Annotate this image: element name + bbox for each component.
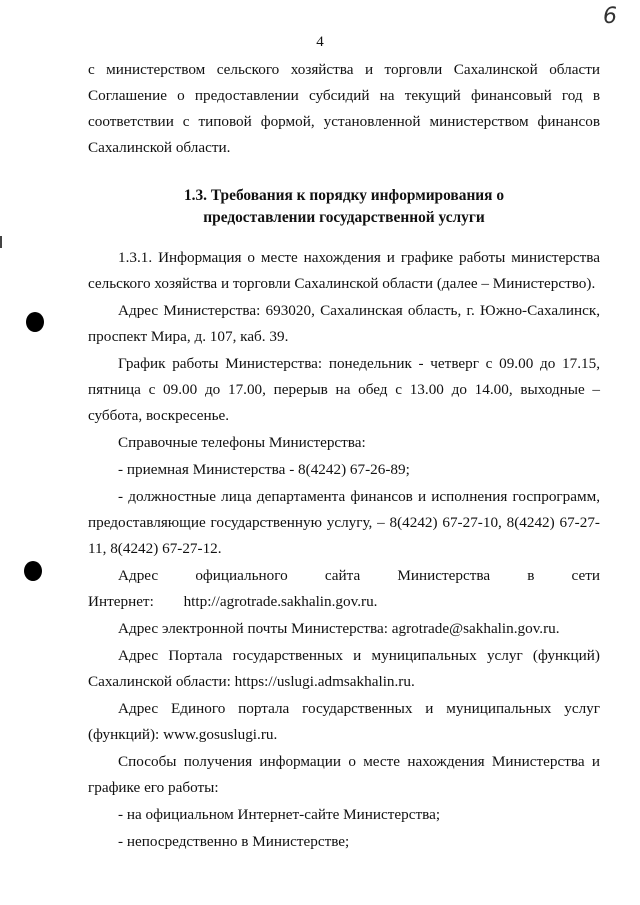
punch-hole: [26, 312, 44, 332]
ministry-address: Адрес Министерства: 693020, Сахалинская область, г. Южно-Сахалинск, проспект Мира, д. 107, каб. 39.: [88, 302, 600, 345]
method-in-person: - непосредственно в Министерстве;: [118, 833, 350, 850]
section-heading: [88, 185, 600, 229]
document-body: [88, 57, 600, 856]
federal-portal-address: Адрес Единого портала государственных и муниципальных услуг (функций): www.gosuslugi.ru.: [88, 700, 600, 743]
section-heading-line-1: 1.3. Требования к порядку информирования о: [183, 187, 505, 204]
punch-hole: [24, 561, 42, 581]
reception-phone: - приемная Министерства - 8(4242) 67-26-89;: [118, 461, 410, 478]
section-heading-line-2: предоставлении государственной услуги: [203, 209, 485, 226]
work-schedule: График работы Министерства: понедельник - четверг с 09.00 до 17.15, пятница с 09.00 до 17.00, перерыв на обед с 13.00 до 14.00, выходные – суббота, воскресенье.: [88, 355, 600, 424]
scan-edge-mark: [0, 236, 2, 248]
intro-paragraph: с министерством сельского хозяйства и торговли Сахалинской области Соглашение о предоставлении субсидий на текущий финансовый год в соответствии с типовой формой, установленной министерством финансов Сахалинской области.: [88, 61, 600, 156]
officials-phones: - должностные лица департамента финансов и исполнения госпрограмм, предоставляющие государственную услугу, – 8(4242) 67-27-10, 8(4242) 67-27-11, 8(4242) 67-27-12.: [88, 488, 600, 557]
method-website: - на официальном Интернет-сайте Министерства;: [118, 806, 441, 823]
email-address: Адрес электронной почты Министерства: agrotrade@sakhalin.gov.ru.: [118, 620, 560, 637]
phones-heading: Справочные телефоны Министерства:: [118, 434, 366, 451]
info-methods: Способы получения информации о месте нахождения Министерства и графике его работы:: [88, 753, 600, 796]
page-number: 4: [316, 34, 324, 50]
regional-portal-address: Адрес Портала государственных и муниципальных услуг (функций) Сахалинской области: https://uslugi.admsakhalin.ru.: [88, 647, 600, 690]
handwritten-page-number: 6: [603, 4, 617, 29]
paragraph-1-3-1: 1.3.1. Информация о месте нахождения и графике работы министерства сельского хозяйства и торговли Сахалинской области (далее – Министерство).: [88, 249, 600, 292]
website-address: Адрес официального сайта Министерства в сети Интернет: http://agrotrade.sakhalin.gov.ru.: [88, 567, 600, 610]
